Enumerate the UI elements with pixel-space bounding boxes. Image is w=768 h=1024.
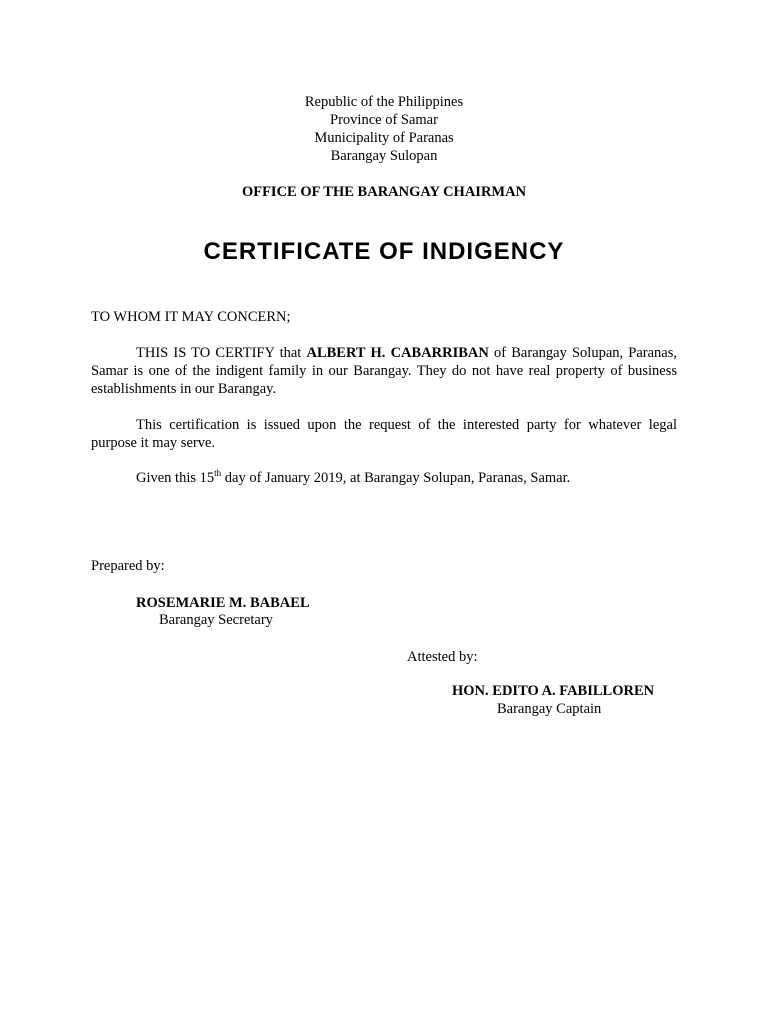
secretary-position: Barangay Secretary bbox=[159, 612, 273, 628]
date-paragraph bbox=[91, 469, 677, 487]
certify-suffix: of Barangay Solupan, Paranas, Samar is one of the indigent family in our Barangay. They do not have real property of business establishments in our Barangay. bbox=[91, 345, 678, 397]
date-prefix: Given this 15 bbox=[136, 470, 215, 486]
header-republic: Republic of the Philippines bbox=[304, 94, 464, 110]
certify-paragraph bbox=[91, 344, 677, 398]
salutation: TO WHOM IT MAY CONCERN; bbox=[91, 309, 291, 325]
header-barangay: Barangay Sulopan bbox=[330, 148, 438, 164]
captain-position: Barangay Captain bbox=[497, 701, 602, 717]
beneficiary-name: ALBERT H. CABARRIBAN bbox=[306, 345, 489, 361]
header-province: Province of Samar bbox=[330, 112, 438, 128]
certificate-title: CERTIFICATE OF INDIGENCY bbox=[203, 238, 565, 265]
office-heading: OFFICE OF THE BARANGAY CHAIRMAN bbox=[241, 184, 527, 200]
secretary-name: ROSEMARIE M. BABAEL bbox=[136, 595, 310, 611]
certify-prefix: THIS IS TO CERTIFY that bbox=[136, 345, 307, 361]
date-ordinal-suffix: th bbox=[214, 468, 222, 479]
captain-name: HON. EDITO A. FABILLOREN bbox=[452, 683, 655, 699]
date-suffix: day of January 2019, at Barangay Solupan, Paranas, Samar. bbox=[221, 470, 571, 486]
prepared-by-label: Prepared by: bbox=[91, 558, 165, 574]
attested-by-label: Attested by: bbox=[407, 649, 478, 665]
header-municipality: Municipality of Paranas bbox=[314, 130, 454, 146]
purpose-paragraph: This certification is issued upon the request of the interested party for whatever legal purpose it may serve. bbox=[91, 417, 677, 451]
